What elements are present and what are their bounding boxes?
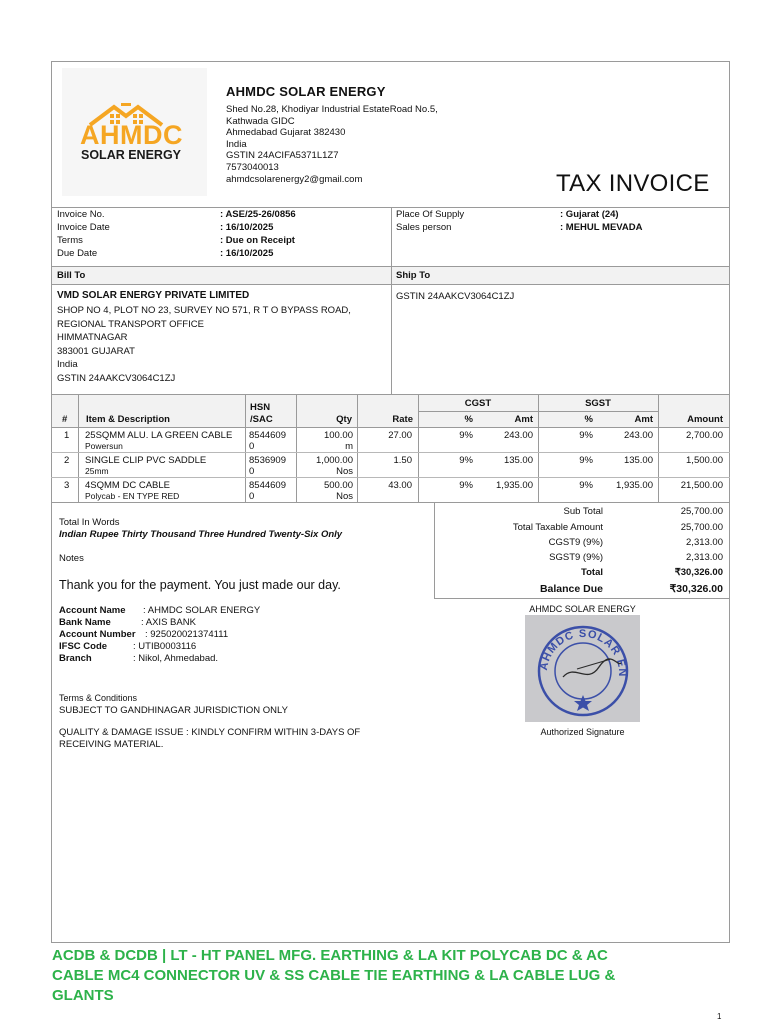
- terms-line: QUALITY & DAMAGE ISSUE : KINDLY CONFIRM WITHIN 3-DAYS OF: [59, 727, 361, 738]
- col-sgst-amt: Amt: [634, 414, 653, 425]
- cell-hsn: 0: [249, 441, 255, 452]
- bank-label: Branch: [59, 653, 92, 664]
- footer-line: GLANTS: [52, 987, 114, 1004]
- sgst-total: 2,313.00: [686, 552, 723, 563]
- notes-label: Notes: [59, 553, 84, 564]
- cgst-total: 2,313.00: [686, 537, 723, 548]
- place-of-supply: : Gujarat (24): [560, 209, 619, 220]
- bank-label: Bank Name: [59, 617, 111, 628]
- ship-to-header: [392, 267, 729, 284]
- logo-wordmark: AHMDC: [80, 120, 183, 150]
- company-gstin: GSTIN 24ACIFA5371L1Z7: [226, 150, 339, 162]
- address-line: Kathwada GIDC: [226, 115, 295, 127]
- logo-tagline: SOLAR ENERGY: [81, 148, 182, 162]
- terms-label: Terms & Conditions: [59, 693, 138, 703]
- thank-you-note: Thank you for the payment. You just made our day.: [59, 578, 341, 592]
- bill-to-name: VMD SOLAR ENERGY PRIVATE LIMITED: [57, 290, 250, 301]
- page-number: 1: [717, 1012, 722, 1021]
- company-address: [226, 104, 438, 185]
- balance-due: ₹30,326.00: [669, 583, 723, 595]
- cell-desc: Polycab - EN TYPE RED: [85, 491, 180, 501]
- cell-qty: 1,000.00: [316, 455, 353, 466]
- divider: [434, 598, 730, 599]
- grand-total: ₹30,326.00: [674, 567, 723, 578]
- cell-amount: 1,500.00: [686, 455, 723, 466]
- cell-cgst-pct: 9%: [459, 455, 473, 466]
- cell-rate: 1.50: [393, 455, 412, 466]
- ship-to-gstin: GSTIN 24AAKCV3064C1ZJ: [396, 291, 515, 302]
- divider: [434, 502, 435, 598]
- cell-sgst-pct: 9%: [579, 480, 593, 491]
- address-line: Ahmedabad Gujarat 382430: [226, 127, 346, 139]
- authorized-signature-label: Authorized Signature: [540, 727, 625, 737]
- total-label: Sub Total: [563, 506, 603, 517]
- due-date: : 16/10/2025: [220, 248, 274, 259]
- bank-label: IFSC Code: [59, 641, 108, 652]
- col-cgst: CGST: [464, 398, 492, 409]
- invoice-terms: : Due on Receipt: [220, 235, 295, 246]
- stamp-text: AHMDC SOLAR EN: [537, 627, 629, 678]
- total-label: SGST9 (9%): [549, 552, 603, 563]
- divider: [51, 427, 730, 428]
- cell-hsn: 8544609: [249, 480, 286, 491]
- company-logo: [62, 68, 207, 196]
- address-line: 383001 GUJARAT: [57, 345, 135, 357]
- meta-label: Invoice Date: [57, 222, 110, 233]
- col-hsn: HSN: [250, 402, 271, 413]
- cell-sgst-amt: 1,935.00: [616, 480, 653, 491]
- footer-line: CABLE MC4 CONNECTOR UV & SS CABLE TIE EARTHING & LA CABLE LUG &: [52, 967, 616, 984]
- signature-company: AHMDC SOLAR ENERGY: [529, 604, 636, 614]
- ifsc-code: : UTIB0003116: [133, 641, 197, 652]
- cell-cgst-amt: 135.00: [503, 455, 533, 466]
- bank-name: : AXIS BANK: [141, 617, 196, 628]
- cell-unit: Nos: [336, 491, 353, 502]
- col-num: #: [62, 414, 68, 425]
- invoice-number: : ASE/25-26/0856: [220, 209, 296, 220]
- cell-sgst-pct: 9%: [579, 430, 593, 441]
- company-phone: 7573040013: [226, 161, 279, 173]
- col-qty: Qty: [336, 414, 352, 425]
- meta-label: Due Date: [57, 248, 98, 259]
- col-amount: Amount: [687, 414, 723, 425]
- cell-hsn: 0: [249, 466, 255, 477]
- svg-text:AHMDC SOLAR ENERGY: [525, 615, 628, 677]
- document-title: TAX INVOICE: [556, 170, 710, 197]
- col-cgst-amt: Amt: [514, 414, 533, 425]
- terms-line: RECEIVING MATERIAL.: [59, 739, 164, 750]
- address-line: REGIONAL TRANSPORT OFFICE: [57, 318, 204, 330]
- cell-num: 2: [64, 455, 70, 466]
- divider: [51, 477, 730, 478]
- bill-to-gstin: GSTIN 24AAKCV3064C1ZJ: [57, 372, 176, 384]
- cell-num: 1: [64, 430, 70, 441]
- divider: [51, 452, 730, 453]
- cell-cgst-amt: 1,935.00: [496, 480, 533, 491]
- cell-sgst-pct: 9%: [579, 455, 593, 466]
- cell-rate: 43.00: [388, 480, 412, 491]
- col-sgst-pct: %: [584, 414, 593, 425]
- total-label: CGST9 (9%): [548, 537, 603, 548]
- footer-services: [52, 946, 742, 1006]
- bill-to-address: [57, 304, 351, 386]
- cell-sgst-amt: 243.00: [623, 430, 653, 441]
- cell-cgst-pct: 9%: [459, 480, 473, 491]
- cell-cgst-amt: 243.00: [503, 430, 533, 441]
- address-line: India: [57, 359, 78, 371]
- divider: [245, 394, 246, 502]
- branch: : Nikol, Ahmedabad.: [133, 653, 219, 664]
- taxable-amount: 25,700.00: [680, 522, 723, 533]
- meta-label: Terms: [57, 235, 83, 246]
- cell-sgst-amt: 135.00: [623, 455, 653, 466]
- cell-amount: 2,700.00: [686, 430, 723, 441]
- bank-label: Account Name: [59, 605, 126, 616]
- cell-amount: 21,500.00: [680, 480, 723, 491]
- meta-label: Invoice No.: [57, 209, 105, 220]
- cell-hsn: 0: [249, 491, 255, 502]
- divider: [391, 207, 392, 422]
- ship-to-heading: Ship To: [396, 270, 431, 281]
- bill-to-header: [52, 267, 391, 284]
- company-stamp: [525, 615, 640, 722]
- cell-item: 4SQMM DC CABLE: [85, 480, 170, 491]
- meta-label: Sales person: [396, 222, 452, 233]
- col-sgst: SGST: [585, 398, 611, 409]
- stamp-seal-icon: [525, 615, 640, 722]
- cell-qty: 100.00: [323, 430, 353, 441]
- total-in-words-label: Total In Words: [59, 517, 120, 528]
- sales-person: : MEHUL MEVADA: [560, 222, 643, 233]
- balance-due-label: Balance Due: [539, 583, 603, 595]
- cell-hsn: 8536909: [249, 455, 286, 466]
- col-hsn: /SAC: [250, 414, 273, 425]
- meta-label: Place Of Supply: [396, 209, 465, 220]
- address-line: India: [226, 138, 247, 150]
- bank-label: Account Number: [59, 629, 136, 640]
- cell-unit: Nos: [336, 466, 353, 477]
- address-line: Shed No.28, Khodiyar Industrial EstateRoad No.5,: [226, 104, 438, 115]
- account-name: : AHMDC SOLAR ENERGY: [143, 605, 261, 616]
- sub-total: 25,700.00: [680, 506, 723, 517]
- col-item: Item & Description: [86, 414, 170, 425]
- divider: [78, 394, 79, 502]
- cell-qty: 500.00: [323, 480, 353, 491]
- company-name: AHMDC SOLAR ENERGY: [226, 84, 386, 99]
- company-email: ahmdcsolarenergy2@gmail.com: [226, 173, 363, 185]
- cell-unit: m: [345, 441, 353, 452]
- account-number: : 925020021374111: [145, 629, 229, 640]
- total-label: Total Taxable Amount: [512, 522, 603, 533]
- total-in-words: Indian Rupee Thirty Thousand Three Hundred Twenty-Six Only: [59, 529, 343, 540]
- cell-desc: Powersun: [85, 441, 123, 451]
- total-label: Total: [581, 567, 603, 578]
- cell-item: 25SQMM ALU. LA GREEN CABLE: [85, 430, 233, 441]
- divider: [51, 502, 730, 503]
- cell-cgst-pct: 9%: [459, 430, 473, 441]
- col-cgst-pct: %: [464, 414, 473, 425]
- cell-num: 3: [64, 480, 70, 491]
- address-line: HIMMATNAGAR: [57, 332, 128, 344]
- address-line: SHOP NO 4, PLOT NO 23, SURVEY NO 571, R T O BYPASS ROAD,: [57, 305, 351, 316]
- invoice-date: : 16/10/2025: [220, 222, 274, 233]
- cell-item: SINGLE CLIP PVC SADDLE: [85, 455, 207, 466]
- cell-hsn: 8544609: [249, 430, 286, 441]
- cell-desc: 25mm: [85, 466, 109, 476]
- col-rate: Rate: [392, 414, 413, 425]
- terms-line: SUBJECT TO GANDHINAGAR JURISDICTION ONLY: [59, 705, 288, 716]
- bill-to-heading: Bill To: [57, 270, 86, 281]
- cell-rate: 27.00: [388, 430, 412, 441]
- divider: [51, 284, 730, 285]
- footer-line: ACDB & DCDB | LT - HT PANEL MFG. EARTHING & LA KIT POLYCAB DC & AC: [52, 947, 608, 964]
